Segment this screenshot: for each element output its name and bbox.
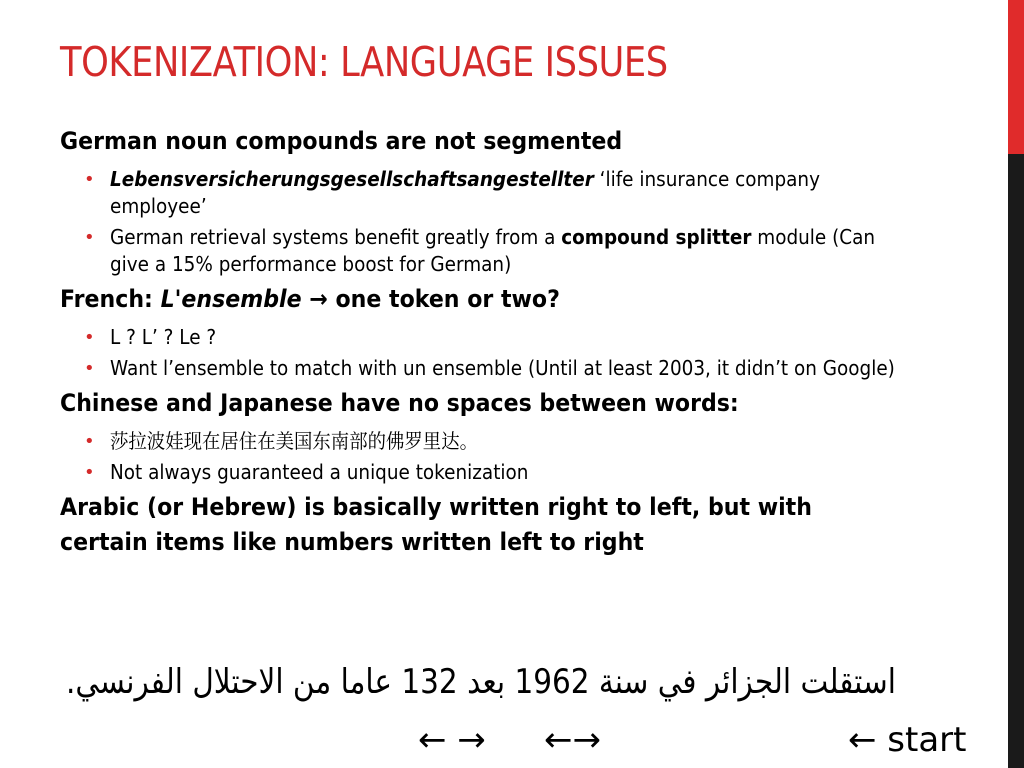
heading-prefix: French: [60,285,161,313]
start-link[interactable]: ← start [848,720,967,760]
german-compound-term: Lebensversicherungsgesellschaftsangestellter [110,167,594,191]
bullet-text: module (Can give a 15% performance boost for German) [110,225,876,276]
section-french-bullets [60,324,940,382]
arabic-example-image [62,655,943,707]
slide-content [60,124,940,560]
list-item: • Want l’ensemble to match with un ensemble (Until at least 2003, it didn’t on Google) [60,355,940,382]
section-french-heading [60,282,870,316]
compound-splitter-term: compound splitter [561,225,752,249]
section-cjk-heading: Chinese and Japanese have no spaces between words: [60,389,739,417]
list-item: • Not always guaranteed a unique tokenization [60,459,940,486]
nav-arrows-2: ←→ [544,720,601,760]
list-item [60,166,940,220]
list-item: • 莎拉波娃现在居住在美国东南部的佛罗里达。 [60,428,940,455]
arabic-example-text: استقلت الجزائر في سنة 1962 بعد 132 عاما من الاحتلال الفرنسي. [66,662,943,702]
list-item: • L ? L’ ? Le ? [60,324,940,351]
section-german-heading: German noun compounds are not segmented [60,127,623,155]
bullet-text: German retrieval systems benefit greatly from a [110,225,562,249]
list-item [60,224,940,278]
sidebar-accent-dark [1008,154,1024,768]
heading-suffix: → one token or two? [301,285,560,313]
german-compound-translation: ‘life insurance company employee’ [110,167,820,218]
section-cjk-bullets [60,428,940,486]
slide-title: TOKENIZATION: LANGUAGE ISSUES [60,38,668,86]
french-example-term: L'ensemble [160,285,302,313]
nav-arrows-1: ← → [418,720,486,760]
section-german-bullets [60,166,940,278]
section-arabic-heading: Arabic (or Hebrew) is basically written right to left, but with certain items like numbers written left to right [60,493,812,556]
sidebar-accent-red [1008,0,1024,154]
